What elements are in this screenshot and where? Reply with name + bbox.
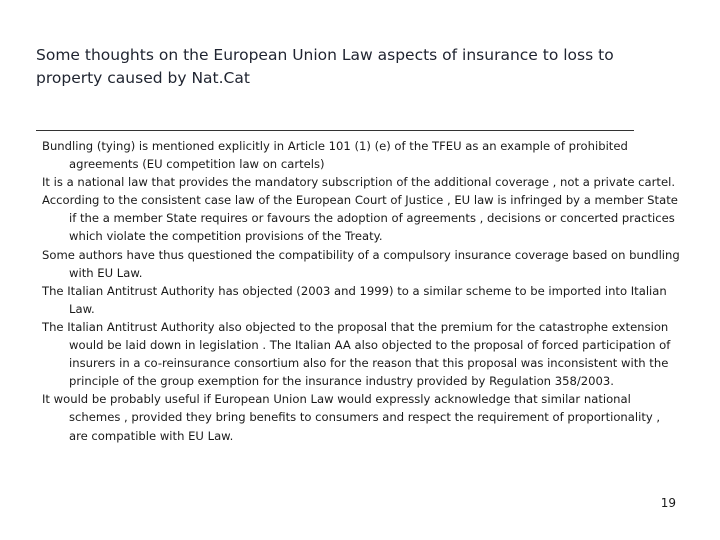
paragraph-national-law: It is a national law that provides the mandatory subscription of the additional coverage , not a private cartel. — [42, 175, 676, 190]
slide-title: Some thoughts on the European Union Law aspects of insurance to loss to property caused by Nat.Cat — [36, 46, 614, 87]
paragraph-case-law: According to the consistent case law of the European Court of Justice , EU law is infringed by a member State if the a member State requires or favours the adoption of agreements , decisions or concerted practices which violate the competition provisions of the Treaty. — [42, 193, 678, 244]
paragraph-conclusion: It would be probably useful if European Union Law would expressly acknowledge that similar national schemes , provided they bring benefits to consumers and respect the requirement of proportionality , are compatible with EU Law. — [42, 392, 661, 443]
title-divider — [36, 130, 634, 131]
page-number: 19 — [660, 496, 676, 510]
paragraph-antitrust-proposal: The Italian Antitrust Authority also objected to the proposal that the premium for the catastrophe extension would be laid down in legislation . The Italian AA also objected to the proposal of forced participation of insurers in a co-reinsurance consortium also for the reason that this proposal was inconsistent with the principle of the group exemption for the insurance industry provided by Regulation 358/2003. — [42, 319, 671, 389]
slide-body — [42, 137, 682, 445]
paragraph-authors: Some authors have thus questioned the compatibility of a compulsory insurance coverage based on bundling with EU Law. — [42, 247, 680, 280]
paragraph-antitrust-objection: The Italian Antitrust Authority has objected (2003 and 1999) to a similar scheme to be imported into Italian Law. — [42, 283, 667, 316]
paragraph-bundling: Bundling (tying) is mentioned explicitly in Article 101 (1) (e) of the TFEU as an example of prohibited agreements (EU competition law on cartels) — [42, 139, 628, 172]
